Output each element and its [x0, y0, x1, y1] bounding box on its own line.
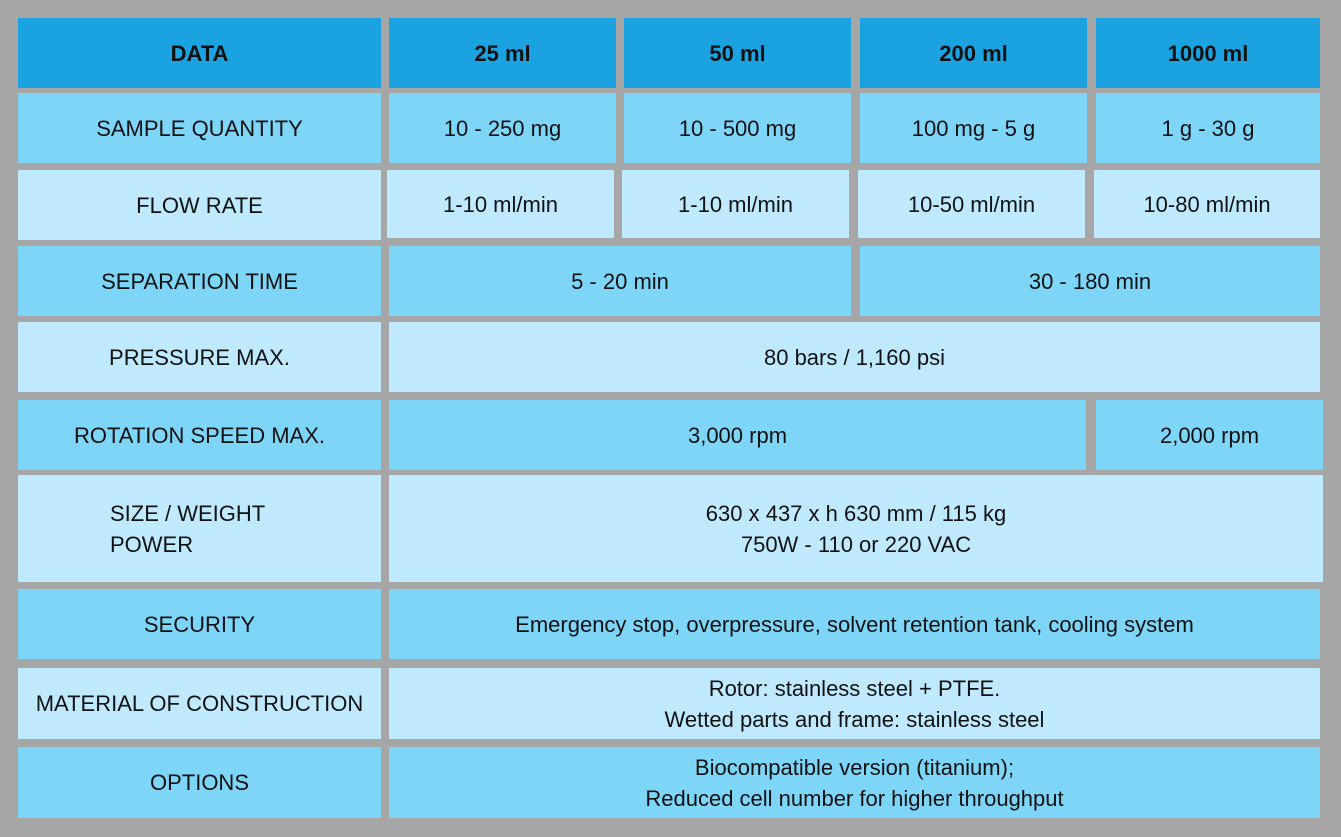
row-label-rotation-speed-max: ROTATION SPEED MAX. [18, 400, 381, 470]
cell-material-of-construction [389, 668, 1320, 739]
row-label-security: SECURITY [18, 589, 381, 659]
header-cell-200ml: 200 ml [860, 18, 1087, 88]
cell-sample-quantity-200ml: 100 mg - 5 g [860, 93, 1087, 163]
header-cell-25ml: 25 ml [389, 18, 616, 88]
material-wetted-parts: Wetted parts and frame: stainless steel [664, 706, 1045, 732]
option-reduced-cell: Reduced cell number for higher throughput [645, 785, 1064, 811]
material-rotor: Rotor: stainless steel + PTFE. [708, 675, 1001, 701]
header-cell-1000ml: 1000 ml [1096, 18, 1320, 88]
size-weight-value: 630 x 437 x h 630 mm / 115 kg [705, 500, 1007, 526]
cell-flow-rate-200ml: 10-50 ml/min [858, 170, 1085, 238]
row-label-options: OPTIONS [18, 747, 381, 818]
cell-size-weight-power [389, 475, 1323, 582]
cell-options [389, 747, 1320, 818]
cell-flow-rate-50ml: 1-10 ml/min [622, 170, 849, 238]
specifications-table [9, 9, 1331, 828]
cell-rotation-speed-1000ml: 2,000 rpm [1096, 400, 1323, 470]
cell-flow-rate-25ml: 1-10 ml/min [387, 170, 614, 238]
cell-sample-quantity-1000ml: 1 g - 30 g [1096, 93, 1320, 163]
row-label-flow-rate: FLOW RATE [18, 170, 381, 240]
row-label-pressure-max: PRESSURE MAX. [18, 322, 381, 392]
header-cell-data: DATA [18, 18, 381, 88]
cell-flow-rate-1000ml: 10-80 ml/min [1094, 170, 1320, 238]
header-cell-50ml: 50 ml [624, 18, 851, 88]
cell-sample-quantity-25ml: 10 - 250 mg [389, 93, 616, 163]
cell-sample-quantity-50ml: 10 - 500 mg [624, 93, 851, 163]
row-label-size-weight: SIZE / WEIGHT [110, 500, 266, 526]
row-label-material-of-construction: MATERIAL OF CONSTRUCTION [18, 668, 381, 739]
row-label-power: POWER [110, 531, 194, 557]
cell-separation-time-25-50ml: 5 - 20 min [389, 246, 851, 316]
cell-rotation-speed-25-200ml: 3,000 rpm [389, 400, 1086, 470]
row-label-size-weight-power [18, 475, 381, 582]
row-label-separation-time: SEPARATION TIME [18, 246, 381, 316]
cell-separation-time-200-1000ml: 30 - 180 min [860, 246, 1320, 316]
row-label-sample-quantity: SAMPLE QUANTITY [18, 93, 381, 163]
power-value: 750W - 110 or 220 VAC [740, 531, 972, 557]
cell-pressure-max: 80 bars / 1,160 psi [389, 322, 1320, 392]
option-biocompatible: Biocompatible version (titanium); [694, 754, 1015, 780]
cell-security: Emergency stop, overpressure, solvent retention tank, cooling system [389, 589, 1320, 659]
